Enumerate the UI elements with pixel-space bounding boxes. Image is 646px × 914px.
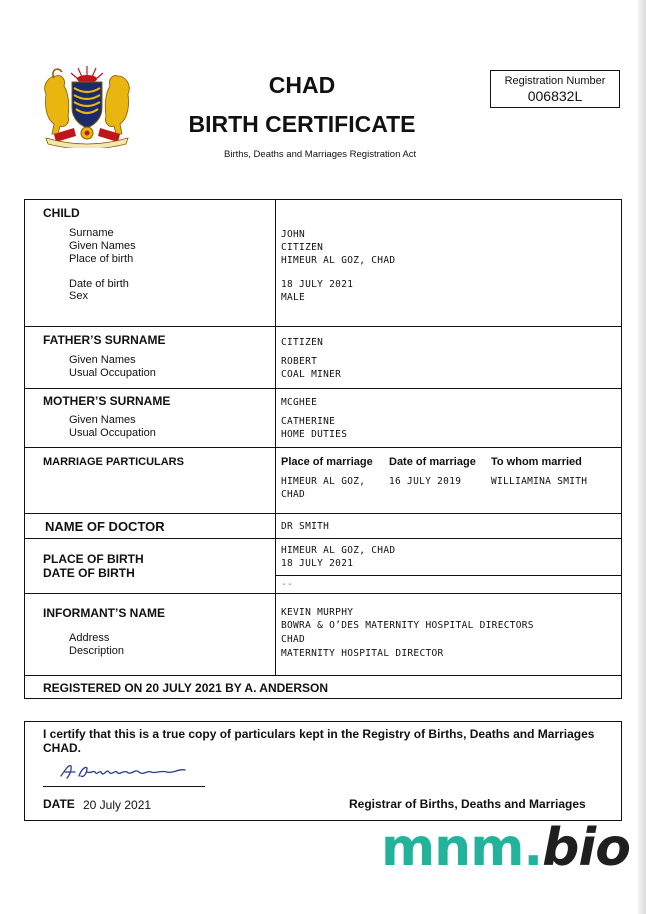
birth-extra-value: -- <box>281 579 294 590</box>
certification-box <box>24 721 622 821</box>
registrar-title: Registrar of Births, Deaths and Marriages <box>349 797 586 811</box>
sex-label: Sex <box>69 290 88 302</box>
date-of-birth-heading: DATE OF BIRTH <box>43 566 135 580</box>
logo-part-bio: bio <box>542 818 630 878</box>
row-divider <box>25 513 621 514</box>
date-of-birth-label: Date of birth <box>69 278 129 290</box>
mother-given-names-label: Given Names <box>69 414 136 426</box>
logo-part-mnm: mnm. <box>381 818 543 878</box>
mother-occupation-label: Usual Occupation <box>69 427 156 439</box>
informant-address-value: BOWRA & O’DES MATERNITY HOSPITAL DIRECTORS <box>281 620 534 631</box>
child-date-of-birth-value: 18 JULY 2021 <box>281 279 354 290</box>
registered-on-line: REGISTERED ON 20 JULY 2021 BY A. ANDERSON <box>43 681 328 695</box>
informant-address-value-line2: CHAD <box>281 634 306 645</box>
child-heading: CHILD <box>43 206 80 220</box>
father-occupation-value: COAL MINER <box>281 369 342 380</box>
registration-number-value: 006832L <box>527 88 583 104</box>
registration-number-box <box>490 70 620 108</box>
place-of-birth-heading: PLACE OF BIRTH <box>43 552 144 566</box>
to-whom-married-header: To whom married <box>491 456 582 468</box>
marriage-particulars-heading: MARRIAGE PARTICULARS <box>43 456 184 468</box>
child-sex-value: MALE <box>281 292 306 303</box>
row-divider <box>25 538 621 539</box>
father-occupation-label: Usual Occupation <box>69 367 156 379</box>
certification-date-value: 20 July 2021 <box>83 798 152 812</box>
place-of-birth-label: Place of birth <box>69 253 134 265</box>
informant-heading: INFORMANT’S NAME <box>43 606 165 620</box>
doctor-name-value: DR SMITH <box>281 521 330 532</box>
informant-description-value: MATERNITY HOSPITAL DIRECTOR <box>281 648 444 659</box>
father-surname-value: CITIZEN <box>281 337 324 348</box>
birth-date-value: 18 JULY 2021 <box>281 558 354 569</box>
father-given-names-value: ROBERT <box>281 356 318 367</box>
informant-address-label: Address <box>69 632 110 644</box>
birth-details-table <box>24 199 622 699</box>
date-of-marriage-header: Date of marriage <box>389 456 476 468</box>
row-divider <box>25 447 621 448</box>
mother-surname-heading: MOTHER’S SURNAME <box>43 394 171 408</box>
informant-description-label: Description <box>69 645 125 657</box>
informant-name-value: KEVIN MURPHY <box>281 607 354 618</box>
surname-label: Surname <box>69 227 114 239</box>
birth-place-value: HIMEUR AL GOZ, CHAD <box>281 545 396 556</box>
row-divider <box>25 675 621 676</box>
row-divider <box>25 388 621 389</box>
date-label: DATE <box>43 797 75 811</box>
registration-act: Births, Deaths and Marriages Registration Act <box>224 149 417 160</box>
row-divider <box>25 326 621 327</box>
mother-occupation-value: HOME DUTIES <box>281 429 348 440</box>
child-surname-value: JOHN <box>281 229 306 240</box>
marriage-place-value-line2: CHAD <box>281 489 306 500</box>
registration-number-label: Registration Number <box>504 75 606 87</box>
marriage-place-value: HIMEUR AL GOZ, <box>281 476 366 487</box>
father-given-names-label: Given Names <box>69 354 136 366</box>
row-divider <box>25 593 621 594</box>
row-divider <box>275 575 621 576</box>
child-place-of-birth-value: HIMEUR AL GOZ, CHAD <box>281 255 396 266</box>
spouse-name-value: WILLIAMINA SMITH <box>491 476 588 487</box>
document-title: BIRTH CERTIFICATE <box>188 111 416 137</box>
signature-line <box>43 786 205 787</box>
given-names-label: Given Names <box>69 240 136 252</box>
child-given-names-value: CITIZEN <box>281 242 324 253</box>
marriage-date-value: 16 JULY 2019 <box>389 476 462 487</box>
mother-given-names-value: CATHERINE <box>281 416 336 427</box>
column-divider <box>275 200 276 675</box>
country-title: CHAD <box>268 72 336 98</box>
doctor-heading: NAME OF DOCTOR <box>45 519 165 534</box>
page-edge-shadow <box>638 0 646 914</box>
mother-surname-value: MCGHEE <box>281 397 318 408</box>
certification-statement: I certify that this is a true copy of particulars kept in the Registry of Births, Deaths and Marriages <box>43 727 595 741</box>
place-of-marriage-header: Place of marriage <box>281 456 373 468</box>
registrar-signature <box>57 760 197 784</box>
mnm-bio-logo <box>381 818 630 878</box>
father-surname-heading: FATHER’S SURNAME <box>43 333 166 347</box>
certification-statement-line2: CHAD. <box>43 741 81 755</box>
